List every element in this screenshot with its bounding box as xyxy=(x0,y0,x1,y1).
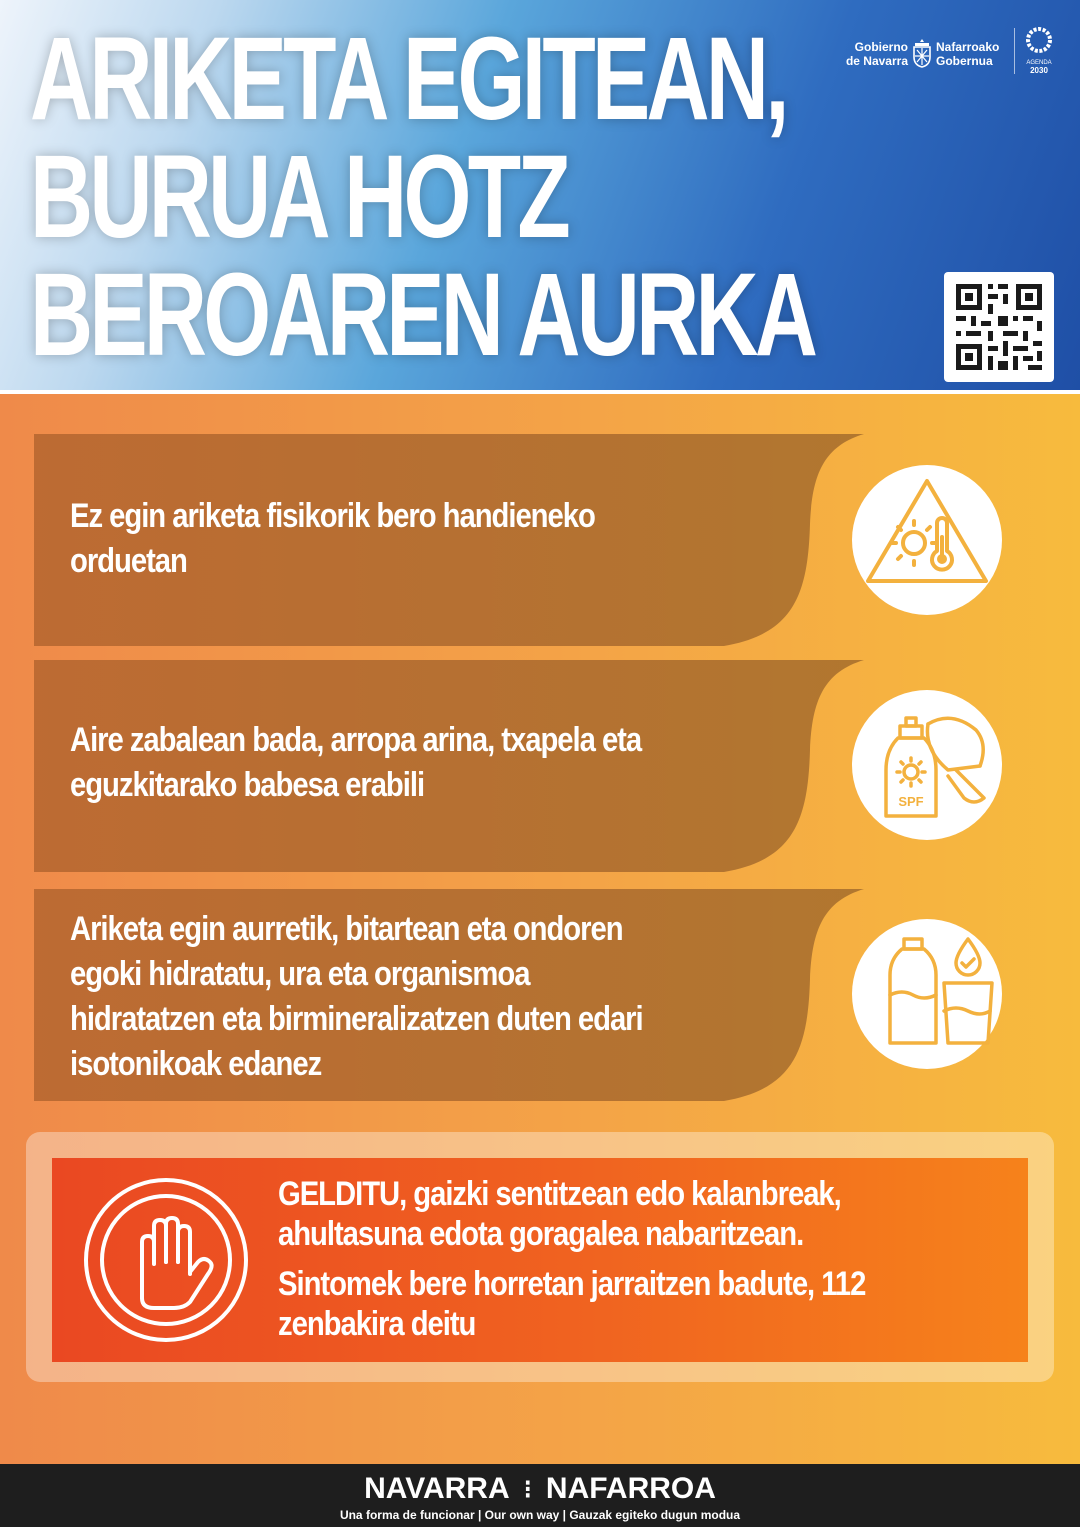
logo-divider xyxy=(1014,28,1015,74)
tip-text xyxy=(70,718,724,808)
agenda-label: AGENDA xyxy=(1026,60,1052,66)
logo-right-line-2: Gobernua xyxy=(936,54,993,68)
tip-text xyxy=(70,907,724,1087)
heat-warning-icon xyxy=(852,465,1002,615)
spf-label: SPF xyxy=(898,794,924,809)
tip-line: eguzkitarako babesa erabili xyxy=(70,766,425,804)
headline xyxy=(30,13,815,381)
agenda-2030-icon xyxy=(1022,26,1056,76)
tip-card-hydration xyxy=(34,889,870,1101)
logo-spanish-name xyxy=(834,40,908,68)
alert-text xyxy=(278,1174,932,1344)
headline-line-2: BURUA HOTZ xyxy=(30,131,567,263)
tip-line: Ez egin ariketa fisikorik bero handieneko xyxy=(70,497,595,535)
headline-line-1: ARIKETA EGITEAN, xyxy=(30,13,786,145)
qr-code-icon[interactable] xyxy=(944,272,1054,382)
alert-line: Sintomek bere horretan jarraitzen badute, 112 xyxy=(278,1265,866,1303)
header-banner xyxy=(0,0,1080,390)
logo-right-line-1: Nafarroako xyxy=(936,40,1000,54)
alert-line: ahultasuna edota goragalea nabaritzean. xyxy=(278,1215,804,1253)
tip-line: isotonikoak edanez xyxy=(70,1045,322,1083)
footer-tagline: Una forma de funcionar | Our own way | Gauzak egiteko dugun modua xyxy=(339,1508,741,1522)
tip-card-clothing xyxy=(34,660,870,872)
crest-icon xyxy=(910,38,934,68)
tip-line: Ariketa egin aurretik, bitartean eta ondoren xyxy=(70,910,623,948)
government-logo xyxy=(834,26,1056,76)
tip-card-heat-hours xyxy=(34,434,870,646)
stop-alert-box xyxy=(52,1158,1028,1362)
logo-left-line-2: de Navarra xyxy=(845,54,908,68)
tip-line: hidratatzen eta birmineralizatzen duten edari xyxy=(70,1000,643,1038)
footer-brand xyxy=(0,1474,1080,1504)
sunscreen-cap-icon xyxy=(852,690,1002,840)
tip-line: orduetan xyxy=(70,542,187,580)
brand-right: NAFARROA xyxy=(545,1472,716,1505)
brand-left: NAVARRA xyxy=(364,1472,510,1505)
tip-text xyxy=(70,494,724,584)
hydration-icon xyxy=(852,919,1002,1069)
tip-line: egoki hidratatu, ura eta organismoa xyxy=(70,955,530,993)
footer xyxy=(0,1464,1080,1527)
tip-line: Aire zabalean bada, arropa arina, txapela eta xyxy=(70,721,642,759)
logo-left-line-1: Gobierno xyxy=(854,40,908,54)
stop-hand-icon xyxy=(82,1176,250,1344)
alert-line: GELDITU, gaizki sentitzean edo kalanbreak, xyxy=(278,1175,841,1213)
brand-separator-icon: ⁝ xyxy=(523,1474,532,1504)
logo-basque-name xyxy=(936,40,1016,68)
alert-line: zenbakira deitu xyxy=(278,1305,476,1343)
headline-line-3: BEROAREN AURKA xyxy=(30,249,815,381)
agenda-year: 2030 xyxy=(1030,66,1048,75)
